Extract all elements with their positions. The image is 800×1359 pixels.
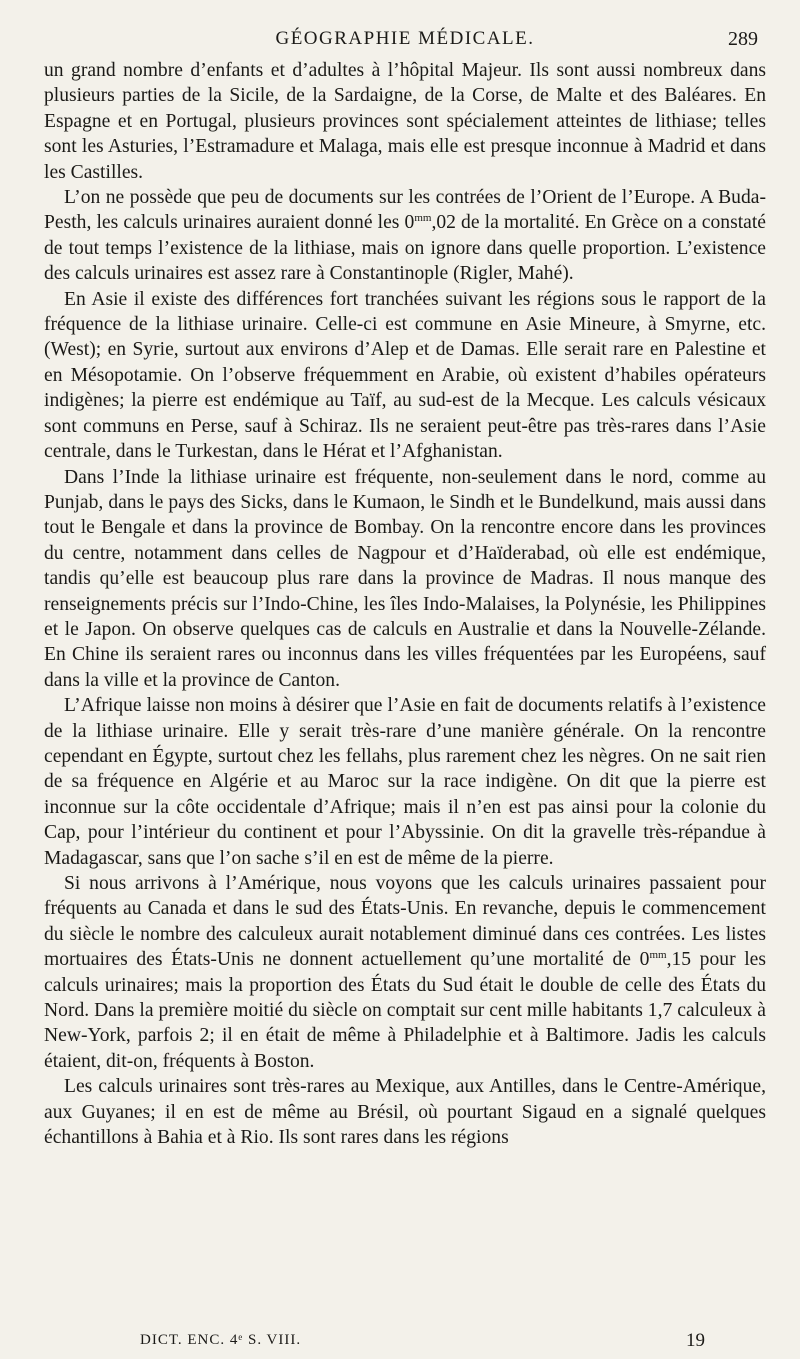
page-number: 289 (728, 28, 758, 50)
text-segment: En Asie il existe des différences fort tranchées suivant les régions sous le rapport de la fréquence de la lithiase urinaire. Celle-ci est commune en Asie Mineure, à Smyrne, etc. (West); en Syrie, surtout aux environs d’Alep et de Damas. Elle serait rare en Palestine et en Mésopotamie. On l’observe fréquemment en Arabie, où existent d’habiles opérateurs indigènes; la pierre est endémique au Taïf, au sud-est de la Mecque. Les calculs vésicaux sont communs en Perse, sauf à Schiraz. Ils ne seraient peut-être pas très-rares dans l’Asie centrale, dans le Turkestan, dans le Hérat et l’Afghanistan. (44, 288, 766, 463)
text-segment: ,02 de la mortalité. En Grèce on a constaté de tout temps l’existence de la lithiase, mais on ignore dans quelle proportion. L’existence des calculs urinaires est assez rare à Constantinople (Rigler, Mahé). (44, 212, 766, 285)
paragraph (44, 465, 766, 694)
paragraph (44, 871, 766, 1074)
text-segment: Si nous arrivons à l’Amérique, nous voyons que les calculs urinaires passaient pour fréquents au Canada et dans le sud des États-Unis. En revanche, depuis le commencement du siècle le nombre des calculeux aurait notablement diminué dans ces contrées. Les listes mortuaires des États-Unis ne donnent actuellement qu’une mortalité de 0 (44, 873, 766, 971)
paragraph (44, 693, 766, 871)
text-segment: L’Afrique laisse non moins à désirer que l’Asie en fait de documents relatifs à l’existence de la lithiase urinaire. Elle y serait très-rare d’une manière générale. On la rencontre cependant en Égypte, surtout chez les fellahs, plus rarement chez les nègres. On ne sait rien de sa fréquence en Algérie et au Maroc sur la race indigène. On dit que la pierre est inconnue sur la côte occidentale d’Afrique; mais il n’en est pas ainsi pour la colonie du Cap, pour l’intérieur du continent et pour l’Abyssinie. On dit la gravelle très-répandue à Madagascar, sans que l’on sache s’il en est de même de la pierre. (44, 695, 766, 869)
paragraph (44, 58, 766, 185)
text-segment: ,15 pour les calculs urinaires; mais la proportion des États du Sud était le double de celle des États du Nord. Dans la première moitié du siècle on comptait sur cent mille habitants 1,7 calculeux à New-York, parfois 2; il en était de même à Philadelphie et à Baltimore. Jadis les calculs étaient, dit-on, fréquents à Boston. (44, 949, 766, 1072)
printer-signature: DICT. ENC. 4ᵉ S. VIII. (140, 1332, 302, 1348)
page-header (44, 22, 766, 58)
running-title: GÉOGRAPHIE MÉDICALE. (275, 28, 535, 49)
text-segment: un grand nombre d’enfants et d’adultes à l’hôpital Majeur. Ils sont aussi nombreux dans plusieurs parties de la Sicile, de la Sardaigne, de la Corse, de Malte et des Baléares. En Espagne et en Portugal, plusieurs provinces sont spécialement atteintes de lithiase; telles sont les Asturies, l’Estramadure et Malaga, mais elle est presque inconnue à Madrid et dans les Castilles. (44, 60, 766, 183)
body-text (44, 58, 766, 1150)
text-segment: Dans l’Inde la lithiase urinaire est fréquente, non-seulement dans le nord, comme au Punjab, dans le pays des Sicks, dans le Kumaon, le Sindh et le Bundelkund, mais aussi dans tout le Bengale et dans la province de Bombay. On la rencontre encore dans les provinces du centre, notamment dans celles de Nagpour et d’Haïderabad, où elle est endémique, tandis qu’elle est beaucoup plus rare dans la province de Madras. Il nous manque des renseignements précis sur l’Indo-Chine, les îles Indo-Malaises, la Polynésie, les Philippines et le Japon. On observe quelques cas de calculs en Australie et dans la Nouvelle-Zélande. En Chine ils seraient rares ou inconnus dans les villes fréquentées par les Européens, sauf dans la ville et la province de Canton. (44, 466, 766, 691)
paragraph (44, 287, 766, 465)
unit-superscript: mm (414, 212, 432, 225)
unit-superscript: mm (649, 949, 667, 962)
page-footer (140, 1330, 705, 1354)
paragraph (44, 185, 766, 287)
text-segment: L’on ne possède que peu de documents sur les contrées de l’Orient de l’Europe. A Buda-Pesth, les calculs urinaires auraient donné les 0 (44, 187, 766, 234)
paragraph (44, 1074, 766, 1150)
text-segment: Les calculs urinaires sont très-rares au Mexique, aux Antilles, dans le Centre-Amérique, aux Guyanes; il en est de même au Brésil, où pourtant Sigaud en a signalé quelques échantillons à Bahia et à Rio. Ils sont rares dans les régions (44, 1076, 766, 1149)
sheet-number: 19 (686, 1330, 705, 1351)
